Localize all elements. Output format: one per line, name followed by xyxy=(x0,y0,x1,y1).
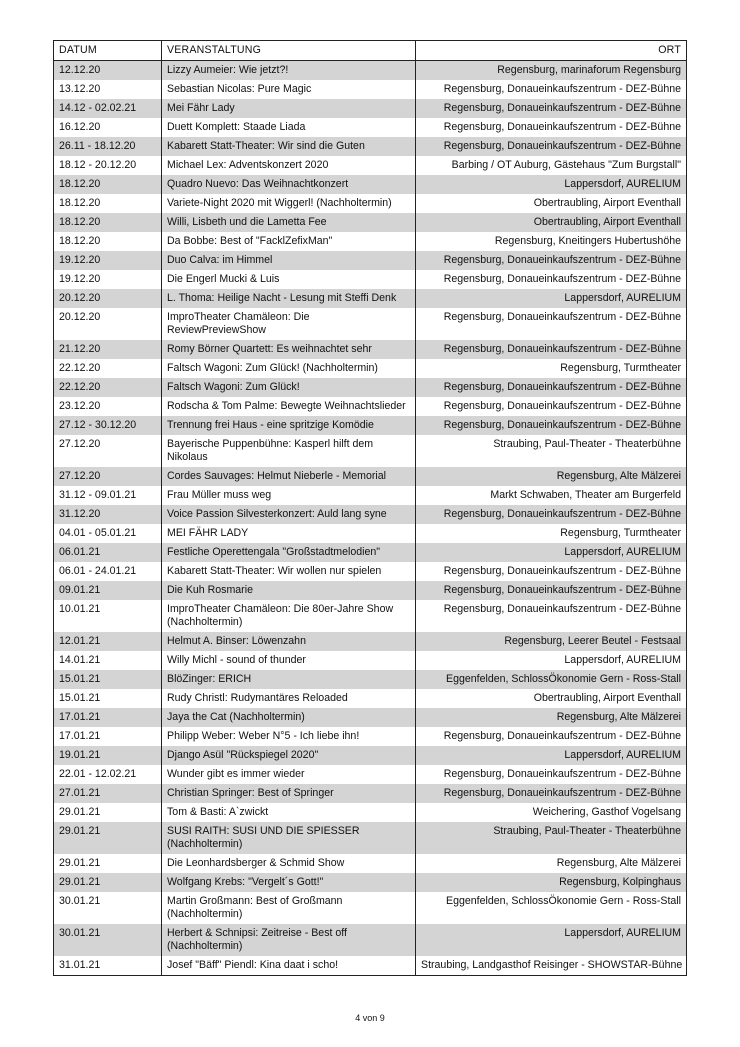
event-cell: Da Bobbe: Best of "FacklZefixMan" xyxy=(162,232,416,251)
date-cell: 17.01.21 xyxy=(54,727,162,746)
date-cell: 14.01.21 xyxy=(54,651,162,670)
date-cell: 18.12.20 xyxy=(54,175,162,194)
date-cell: 29.01.21 xyxy=(54,822,162,854)
place-cell: Regensburg, Donaueinkaufszentrum - DEZ-Bühne xyxy=(416,505,687,524)
table-row xyxy=(54,270,687,289)
place-cell: Regensburg, marinaforum Regensburg xyxy=(416,61,687,81)
date-cell: 23.12.20 xyxy=(54,397,162,416)
event-cell: Festliche Operettengala "Großstadtmelodien" xyxy=(162,543,416,562)
date-cell: 18.12.20 xyxy=(54,194,162,213)
table-row xyxy=(54,378,687,397)
place-cell: Obertraubling, Airport Eventhall xyxy=(416,689,687,708)
table-row xyxy=(54,689,687,708)
table-row xyxy=(54,600,687,632)
date-cell: 20.12.20 xyxy=(54,289,162,308)
event-cell: Wolfgang Krebs: "Vergelt´s Gott!" xyxy=(162,873,416,892)
event-cell: Faltsch Wagoni: Zum Glück! (Nachholtermin) xyxy=(162,359,416,378)
place-cell: Lappersdorf, AURELIUM xyxy=(416,289,687,308)
date-cell: 21.12.20 xyxy=(54,340,162,359)
place-cell: Regensburg, Donaueinkaufszentrum - DEZ-Bühne xyxy=(416,118,687,137)
place-cell: Lappersdorf, AURELIUM xyxy=(416,175,687,194)
place-cell: Eggenfelden, SchlossÖkonomie Gern - Ross-Stall xyxy=(416,670,687,689)
date-cell: 18.12 - 20.12.20 xyxy=(54,156,162,175)
event-cell: Duett Komplett: Staade Liada xyxy=(162,118,416,137)
table-row xyxy=(54,340,687,359)
events-table xyxy=(53,40,687,976)
table-row xyxy=(54,232,687,251)
date-cell: 29.01.21 xyxy=(54,854,162,873)
table-row xyxy=(54,118,687,137)
date-cell: 31.12 - 09.01.21 xyxy=(54,486,162,505)
date-cell: 18.12.20 xyxy=(54,232,162,251)
date-cell: 16.12.20 xyxy=(54,118,162,137)
place-cell: Regensburg, Donaueinkaufszentrum - DEZ-Bühne xyxy=(416,378,687,397)
date-cell: 27.12.20 xyxy=(54,435,162,467)
date-cell: 27.12 - 30.12.20 xyxy=(54,416,162,435)
table-row xyxy=(54,765,687,784)
date-cell: 15.01.21 xyxy=(54,689,162,708)
event-cell: Quadro Nuevo: Das Weihnachtkonzert xyxy=(162,175,416,194)
date-cell: 18.12.20 xyxy=(54,213,162,232)
date-cell: 31.12.20 xyxy=(54,505,162,524)
event-cell: Michael Lex: Adventskonzert 2020 xyxy=(162,156,416,175)
table-row xyxy=(54,924,687,956)
date-cell: 19.12.20 xyxy=(54,251,162,270)
table-row xyxy=(54,670,687,689)
table-row xyxy=(54,746,687,765)
event-cell: Herbert & Schnipsi: Zeitreise - Best off (Nachholtermin) xyxy=(162,924,416,956)
table-row xyxy=(54,651,687,670)
place-cell: Regensburg, Donaueinkaufszentrum - DEZ-Bühne xyxy=(416,765,687,784)
table-row xyxy=(54,892,687,924)
date-cell: 06.01 - 24.01.21 xyxy=(54,562,162,581)
place-cell: Regensburg, Donaueinkaufszentrum - DEZ-Bühne xyxy=(416,99,687,118)
event-cell: Variete-Night 2020 mit Wiggerl! (Nachholtermin) xyxy=(162,194,416,213)
event-cell: Bayerische Puppenbühne: Kasperl hilft dem Nikolaus xyxy=(162,435,416,467)
event-cell: Trennung frei Haus - eine spritzige Komödie xyxy=(162,416,416,435)
place-cell: Regensburg, Donaueinkaufszentrum - DEZ-Bühne xyxy=(416,251,687,270)
table-row xyxy=(54,435,687,467)
event-cell: Rudy Christl: Rudymantäres Reloaded xyxy=(162,689,416,708)
event-cell: ImproTheater Chamäleon: Die 80er-Jahre Show (Nachholtermin) xyxy=(162,600,416,632)
place-cell: Regensburg, Donaueinkaufszentrum - DEZ-Bühne xyxy=(416,80,687,99)
page-number: 4 von 9 xyxy=(355,1013,385,1023)
place-cell: Eggenfelden, SchlossÖkonomie Gern - Ross-Stall xyxy=(416,892,687,924)
event-cell: Die Leonhardsberger & Schmid Show xyxy=(162,854,416,873)
event-cell: ImproTheater Chamäleon: Die ReviewPreviewShow xyxy=(162,308,416,340)
event-cell: Kabarett Statt-Theater: Wir wollen nur spielen xyxy=(162,562,416,581)
date-cell: 22.12.20 xyxy=(54,359,162,378)
table-row xyxy=(54,80,687,99)
table-row xyxy=(54,632,687,651)
place-cell: Lappersdorf, AURELIUM xyxy=(416,746,687,765)
place-cell: Regensburg, Kneitingers Hubertushöhe xyxy=(416,232,687,251)
place-cell: Lappersdorf, AURELIUM xyxy=(416,651,687,670)
event-cell: Tom & Basti: A`zwickt xyxy=(162,803,416,822)
date-cell: 22.01 - 12.02.21 xyxy=(54,765,162,784)
place-cell: Obertraubling, Airport Eventhall xyxy=(416,194,687,213)
event-cell: Sebastian Nicolas: Pure Magic xyxy=(162,80,416,99)
table-row xyxy=(54,156,687,175)
date-cell: 20.12.20 xyxy=(54,308,162,340)
date-cell: 12.01.21 xyxy=(54,632,162,651)
table-row xyxy=(54,784,687,803)
table-row xyxy=(54,194,687,213)
event-cell: Faltsch Wagoni: Zum Glück! xyxy=(162,378,416,397)
date-cell: 15.01.21 xyxy=(54,670,162,689)
table-row xyxy=(54,359,687,378)
place-cell: Weichering, Gasthof Vogelsang xyxy=(416,803,687,822)
event-cell: Die Engerl Mucki & Luis xyxy=(162,270,416,289)
table-row xyxy=(54,854,687,873)
header-place: ORT xyxy=(416,41,687,61)
event-cell: Cordes Sauvages: Helmut Nieberle - Memorial xyxy=(162,467,416,486)
date-cell: 27.12.20 xyxy=(54,467,162,486)
date-cell: 19.01.21 xyxy=(54,746,162,765)
place-cell: Regensburg, Turmtheater xyxy=(416,359,687,378)
event-cell: SUSI RAITH: SUSI UND DIE SPIESSER (Nachholtermin) xyxy=(162,822,416,854)
date-cell: 10.01.21 xyxy=(54,600,162,632)
table-row xyxy=(54,505,687,524)
header-event: VERANSTALTUNG xyxy=(162,41,416,61)
table-row xyxy=(54,803,687,822)
event-cell: BlöZinger: ERICH xyxy=(162,670,416,689)
event-cell: Romy Börner Quartett: Es weihnachtet sehr xyxy=(162,340,416,359)
event-cell: Kabarett Statt-Theater: Wir sind die Guten xyxy=(162,137,416,156)
table-row xyxy=(54,524,687,543)
event-cell: Philipp Weber: Weber N°5 - Ich liebe ihn! xyxy=(162,727,416,746)
place-cell: Regensburg, Donaueinkaufszentrum - DEZ-Bühne xyxy=(416,600,687,632)
table-row xyxy=(54,467,687,486)
place-cell: Markt Schwaben, Theater am Burgerfeld xyxy=(416,486,687,505)
table-row xyxy=(54,486,687,505)
date-cell: 26.11 - 18.12.20 xyxy=(54,137,162,156)
event-cell: Lizzy Aumeier: Wie jetzt?! xyxy=(162,61,416,81)
event-cell: Martin Großmann: Best of Großmann (Nachholtermin) xyxy=(162,892,416,924)
table-row xyxy=(54,873,687,892)
table-header xyxy=(54,41,687,61)
place-cell: Regensburg, Kolpinghaus xyxy=(416,873,687,892)
table-row xyxy=(54,708,687,727)
table-row xyxy=(54,137,687,156)
table-row xyxy=(54,308,687,340)
place-cell: Regensburg, Donaueinkaufszentrum - DEZ-Bühne xyxy=(416,727,687,746)
date-cell: 14.12 - 02.02.21 xyxy=(54,99,162,118)
table-row xyxy=(54,251,687,270)
date-cell: 22.12.20 xyxy=(54,378,162,397)
event-cell: Helmut A. Binser: Löwenzahn xyxy=(162,632,416,651)
place-cell: Regensburg, Alte Mälzerei xyxy=(416,854,687,873)
place-cell: Straubing, Paul-Theater - Theaterbühne xyxy=(416,435,687,467)
table-row xyxy=(54,397,687,416)
place-cell: Regensburg, Alte Mälzerei xyxy=(416,467,687,486)
event-cell: Jaya the Cat (Nachholtermin) xyxy=(162,708,416,727)
place-cell: Regensburg, Donaueinkaufszentrum - DEZ-Bühne xyxy=(416,308,687,340)
date-cell: 06.01.21 xyxy=(54,543,162,562)
table-row xyxy=(54,213,687,232)
event-cell: Josef "Bäff" Piendl: Kina daat i scho! xyxy=(162,956,416,976)
table-row xyxy=(54,581,687,600)
table-row xyxy=(54,61,687,81)
place-cell: Regensburg, Donaueinkaufszentrum - DEZ-Bühne xyxy=(416,562,687,581)
place-cell: Lappersdorf, AURELIUM xyxy=(416,924,687,956)
place-cell: Regensburg, Donaueinkaufszentrum - DEZ-Bühne xyxy=(416,784,687,803)
table-row xyxy=(54,956,687,976)
place-cell: Obertraubling, Airport Eventhall xyxy=(416,213,687,232)
date-cell: 17.01.21 xyxy=(54,708,162,727)
event-cell: Rodscha & Tom Palme: Bewegte Weihnachtslieder xyxy=(162,397,416,416)
place-cell: Regensburg, Leerer Beutel - Festsaal xyxy=(416,632,687,651)
date-cell: 29.01.21 xyxy=(54,873,162,892)
table-row xyxy=(54,99,687,118)
table-row xyxy=(54,289,687,308)
event-cell: Frau Müller muss weg xyxy=(162,486,416,505)
event-cell: L. Thoma: Heilige Nacht - Lesung mit Steffi Denk xyxy=(162,289,416,308)
event-cell: Duo Calva: im Himmel xyxy=(162,251,416,270)
header-row xyxy=(54,41,687,61)
date-cell: 19.12.20 xyxy=(54,270,162,289)
event-cell: Django Asül "Rückspiegel 2020" xyxy=(162,746,416,765)
event-cell: Christian Springer: Best of Springer xyxy=(162,784,416,803)
date-cell: 04.01 - 05.01.21 xyxy=(54,524,162,543)
event-cell: Die Kuh Rosmarie xyxy=(162,581,416,600)
table-row xyxy=(54,562,687,581)
place-cell: Regensburg, Donaueinkaufszentrum - DEZ-Bühne xyxy=(416,340,687,359)
place-cell: Regensburg, Alte Mälzerei xyxy=(416,708,687,727)
date-cell: 29.01.21 xyxy=(54,803,162,822)
place-cell: Straubing, Landgasthof Reisinger - SHOWSTAR-Bühne xyxy=(416,956,687,976)
event-cell: Willy Michl - sound of thunder xyxy=(162,651,416,670)
event-cell: Voice Passion Silvesterkonzert: Auld lang syne xyxy=(162,505,416,524)
date-cell: 30.01.21 xyxy=(54,892,162,924)
table-row xyxy=(54,727,687,746)
date-cell: 31.01.21 xyxy=(54,956,162,976)
event-cell: Willi, Lisbeth und die Lametta Fee xyxy=(162,213,416,232)
place-cell: Regensburg, Donaueinkaufszentrum - DEZ-Bühne xyxy=(416,397,687,416)
table-row xyxy=(54,543,687,562)
place-cell: Regensburg, Donaueinkaufszentrum - DEZ-Bühne xyxy=(416,581,687,600)
place-cell: Straubing, Paul-Theater - Theaterbühne xyxy=(416,822,687,854)
table-row xyxy=(54,822,687,854)
place-cell: Regensburg, Turmtheater xyxy=(416,524,687,543)
table-row xyxy=(54,416,687,435)
date-cell: 09.01.21 xyxy=(54,581,162,600)
event-cell: Wunder gibt es immer wieder xyxy=(162,765,416,784)
date-cell: 13.12.20 xyxy=(54,80,162,99)
table-row xyxy=(54,175,687,194)
place-cell: Lappersdorf, AURELIUM xyxy=(416,543,687,562)
event-cell: MEI FÄHR LADY xyxy=(162,524,416,543)
place-cell: Regensburg, Donaueinkaufszentrum - DEZ-Bühne xyxy=(416,137,687,156)
date-cell: 12.12.20 xyxy=(54,61,162,81)
event-cell: Mei Fähr Lady xyxy=(162,99,416,118)
date-cell: 27.01.21 xyxy=(54,784,162,803)
date-cell: 30.01.21 xyxy=(54,924,162,956)
place-cell: Regensburg, Donaueinkaufszentrum - DEZ-Bühne xyxy=(416,270,687,289)
table-body xyxy=(54,61,687,976)
header-date: DATUM xyxy=(54,41,162,61)
place-cell: Regensburg, Donaueinkaufszentrum - DEZ-Bühne xyxy=(416,416,687,435)
place-cell: Barbing / OT Auburg, Gästehaus "Zum Burgstall" xyxy=(416,156,687,175)
